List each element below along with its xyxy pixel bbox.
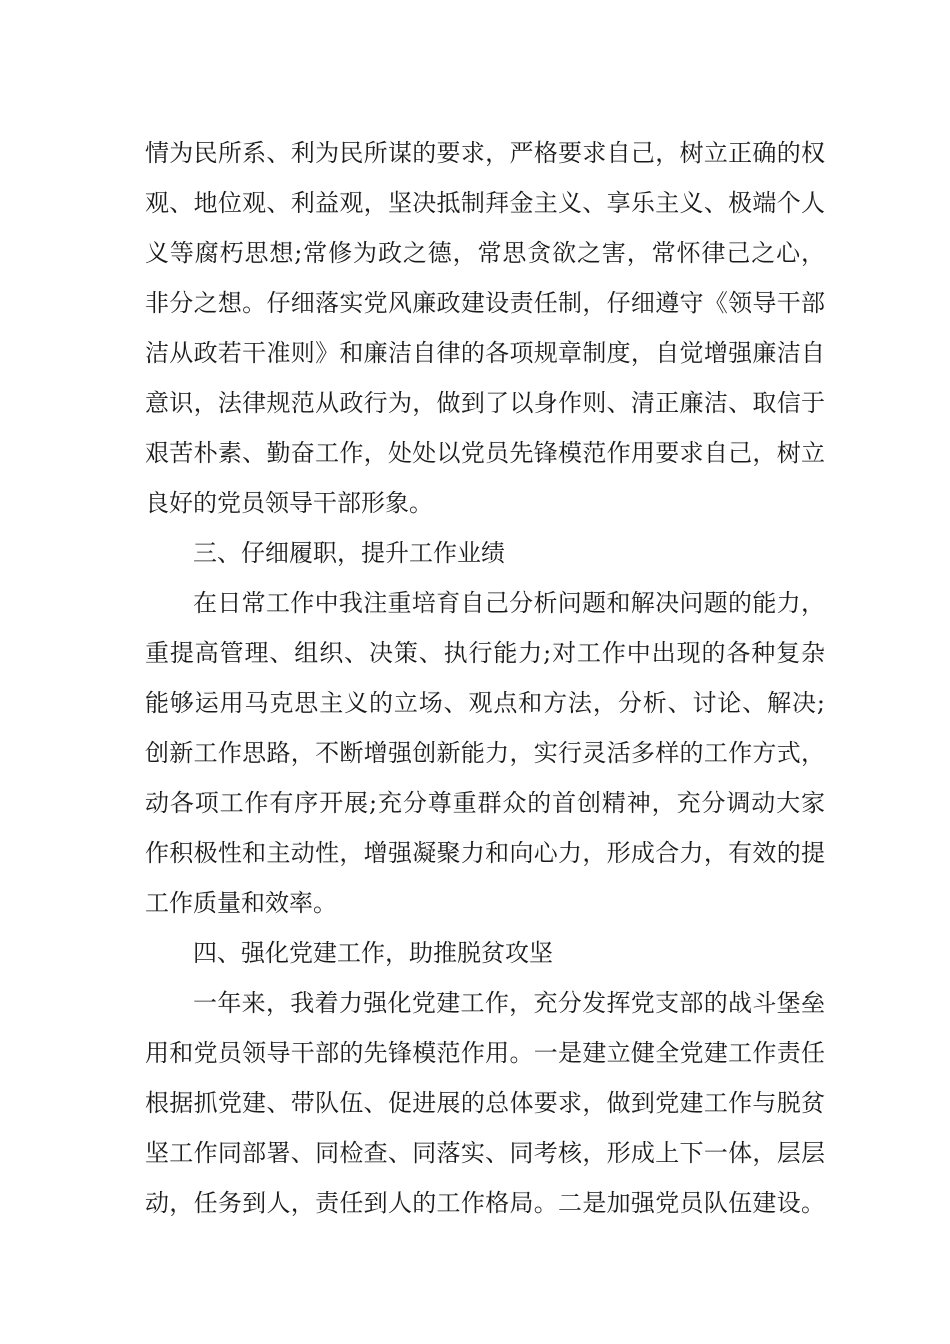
text-line: 坚工作同部署、同检查、同落实、同考核，形成上下一体，层层: [145, 1139, 825, 1167]
text-line: 创新工作思路，不断增强创新能力，实行灵活多样的工作方式，: [145, 739, 825, 767]
text-line: 意识，法律规范从政行为，做到了以身作则、清正廉洁、取信于: [145, 389, 825, 417]
text-line: 四、强化党建工作，助推脱贫攻坚: [193, 939, 553, 967]
text-line: 能够运用马克思主义的立场、观点和方法，分析、讨论、解决;: [145, 689, 825, 717]
text-line: 良好的党员领导干部形象。: [145, 489, 433, 517]
text-line: 艰苦朴素、勤奋工作，处处以党员先锋模范作用要求自己，树立: [145, 439, 825, 467]
text-line: 三、仔细履职，提升工作业绩: [193, 539, 505, 567]
text-line: 动，任务到人，责任到人的工作格局。二是加强党员队伍建设。: [145, 1189, 825, 1217]
text-line: 重提高管理、组织、决策、执行能力;对工作中出现的各种复杂: [145, 639, 825, 667]
text-line: 作积极性和主动性，增强凝聚力和向心力，形成合力，有效的提: [145, 839, 825, 867]
text-line: 洁从政若干准则》和廉洁自律的各项规章制度，自觉增强廉洁自: [145, 339, 825, 367]
text-line: 非分之想。仔细落实党风廉政建设责任制，仔细遵守《领导干部: [145, 289, 825, 317]
document-body: [145, 128, 825, 1228]
text-line: 观、地位观、利益观，坚决抵制拜金主义、享乐主义、极端个人: [145, 189, 825, 217]
text-line: 义等腐朽思想;常修为政之德，常思贪欲之害，常怀律己之心，: [145, 239, 825, 267]
text-line: 用和党员领导干部的先锋模范作用。一是建立健全党建工作责任: [145, 1039, 825, 1067]
text-line: 一年来，我着力强化党建工作，充分发挥党支部的战斗堡垒: [193, 989, 825, 1017]
text-line: 根据抓党建、带队伍、促进展的总体要求，做到党建工作与脱贫: [145, 1089, 825, 1117]
text-line: 动各项工作有序开展;充分尊重群众的首创精神，充分调动大家: [145, 789, 825, 817]
text-line: 在日常工作中我注重培育自己分析问题和解决问题的能力，: [193, 589, 825, 617]
text-line: 情为民所系、利为民所谋的要求，严格要求自己，树立正确的权: [145, 139, 825, 167]
text-line: 工作质量和效率。: [145, 889, 337, 917]
